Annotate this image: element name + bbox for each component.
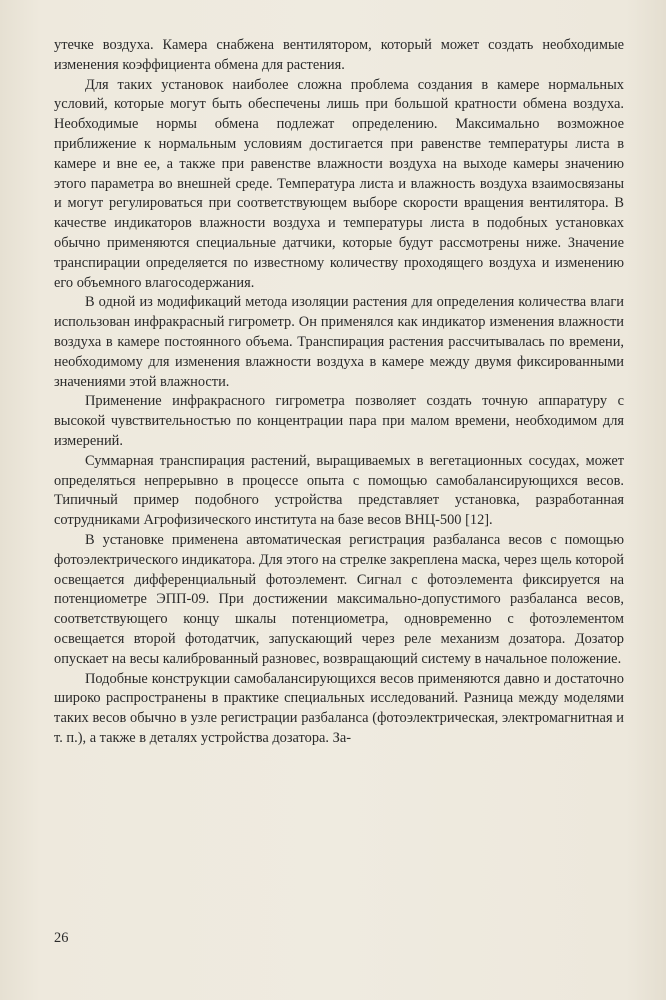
- paragraph-self-balancing-scales: Суммарная транспирация растений, выращиваемых в вегетационных сосудах, может определяться непрерывно в процессе опыта с помощью самобалансирующихся весов. Типичный пример подобного устройства представляет установка, разработанная сотрудниками Агрофизического института на базе весов ВНЦ-500 [12].: [54, 452, 624, 529]
- paragraph-automatic-registration: В установке применена автоматическая регистрация разбаланса весов с помощью фотоэлектрического индикатора. Для этого на стрелке закреплена маска, через щель которой освещается дифференциальный фотоэлемент. Сигнал с фотоэлемента фиксируется на потенциометре ЭПП-09. При достижении максимально-допустимого разбаланса весов, соответствующего концу шкалы потенциометра, одновременно с фотоэлементом освещается второй фотодатчик, запускающий через реле механизм дозатора. Дозатор опускает на весы калиброванный разновес, возвращающий систему в начальное положение.: [54, 531, 624, 667]
- paragraph-similar-constructions: Подобные конструкции самобалансирующихся весов применяются давно и достаточно широко распространены в практике специальных исследований. Разница между моделями таких весов обычно в узле регистрации разбаланса (фотоэлектрическая, электромагнитная и т. п.), а также в деталях устройства дозатора. За-: [54, 670, 624, 746]
- paragraph-infrared-hygrometer: В одной из модификаций метода изоляции растения для определения количества влаги использован инфракрасный гигрометр. Он применялся как индикатор изменения влажности воздуха в камере постоянного объема. Транспирация растения рассчитывалась по времени, необходимому для изменения влажности воздуха в камере между двумя фиксированными значениями этой влажности.: [54, 294, 624, 390]
- page-number: 26: [54, 930, 69, 946]
- body-text: [54, 36, 624, 749]
- paragraph-normal-conditions: Для таких установок наиболее сложна проблема создания в камере нормальных условий, которые могут быть обеспечены лишь при большой кратности обмена воздуха. Необходимые нормы обмена подлежат определению. Максимально возможное приближение к нормальным условиям достигается при равенстве температуры листа в камере и вне ее, а также при равенстве влажности воздуха на выходе камеры значению этого параметра во внешней среде. Температура листа и влажность воздуха взаимосвязаны и могут регулироваться при соответствующем выборе скорости вращения вентилятора. В качестве индикаторов влажности воздуха и температуры листа в подобных установках обычно применяются специальные датчики, которые будут рассмотрены ниже. Значение транспирации определяется по известному количеству проходящего воздуха и изменению его объемного влагосодержания.: [54, 76, 624, 291]
- paragraph-hygrometer-application: Применение инфракрасного гигрометра позволяет создать точную аппаратуру с высокой чувствительностью по концентрации пара при малом времени, необходимом для измерений.: [54, 393, 624, 449]
- paragraph-continuation: утечке воздуха. Камера снабжена вентилятором, который может создать необходимые изменения коэффициента обмена для растения.: [54, 37, 624, 73]
